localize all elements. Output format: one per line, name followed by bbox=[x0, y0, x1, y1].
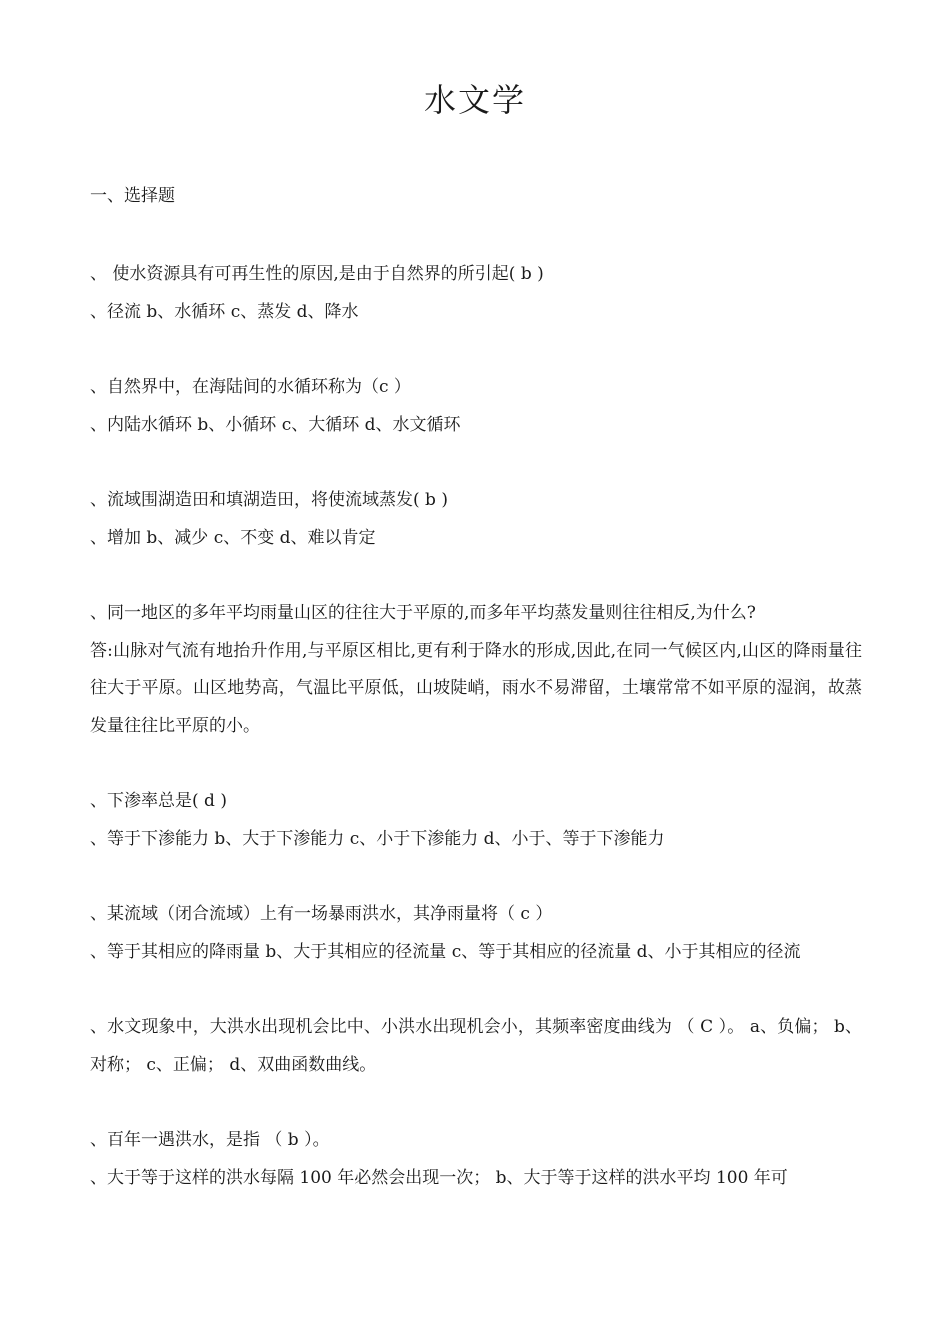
question-stem: 、百年一遇洪水，是指 （ b ）。 bbox=[90, 1130, 330, 1150]
question-stem: 、 使水资源具有可再生性的原因,是由于自然界的所引起( b ) bbox=[90, 264, 544, 284]
question-answer: 答:山脉对气流有地抬升作用,与平原区相比,更有利于降水的形成,因此,在同一气候区内,山区的降雨量往往大于平原。山区地势高，气温比平原低，山坡陡峭，雨水不易滞留，土壤常常不如平原的湿润，故蒸发量往往比平原的小。 bbox=[90, 640, 862, 736]
question-item bbox=[90, 783, 862, 858]
question-item bbox=[90, 595, 862, 745]
question-options: 、增加 b、减少 c、不变 d、难以肯定 bbox=[90, 527, 376, 548]
question-item bbox=[90, 896, 862, 971]
question-item bbox=[90, 369, 862, 444]
question-stem: 、下渗率总是( d ) bbox=[90, 791, 227, 811]
question-item bbox=[90, 482, 862, 557]
question-stem: 、自然界中，在海陆间的水循环称为（c ） bbox=[90, 377, 411, 397]
question-stem: 、某流域（闭合流域）上有一场暴雨洪水，其净雨量将（ c ） bbox=[90, 904, 553, 924]
document-title: 水文学 bbox=[423, 81, 526, 119]
question-stem: 、流域围湖造田和填湖造田，将使流域蒸发( b ) bbox=[90, 490, 448, 510]
question-stem: 、水文现象中，大洪水出现机会比中、小洪水出现机会小，其频率密度曲线为 （ C ）。 a、负偏； b、对称； c、正偏； d、双曲函数曲线。 bbox=[90, 1017, 862, 1075]
question-options: 、等于其相应的降雨量 b、大于其相应的径流量 c、等于其相应的径流量 d、小于其相应的径流 bbox=[90, 941, 801, 962]
question-stem: 、同一地区的多年平均雨量山区的往往大于平原的,而多年平均蒸发量则往往相反,为什么? bbox=[90, 603, 756, 623]
section-heading: 一、选择题 bbox=[90, 186, 175, 206]
question-options: 、内陆水循环 b、小循环 c、大循环 d、水文循环 bbox=[90, 414, 461, 435]
question-item bbox=[90, 1122, 862, 1197]
question-item bbox=[90, 1009, 862, 1084]
question-item bbox=[90, 256, 862, 331]
question-list bbox=[90, 256, 862, 1235]
question-options: 、等于下渗能力 b、大于下渗能力 c、小于下渗能力 d、小于、等于下渗能力 bbox=[90, 828, 665, 849]
question-options: 、大于等于这样的洪水每隔 100 年必然会出现一次； b、大于等于这样的洪水平均 100 年可 bbox=[90, 1167, 788, 1188]
question-options: 、径流 b、水循环 c、蒸发 d、降水 bbox=[90, 301, 359, 322]
